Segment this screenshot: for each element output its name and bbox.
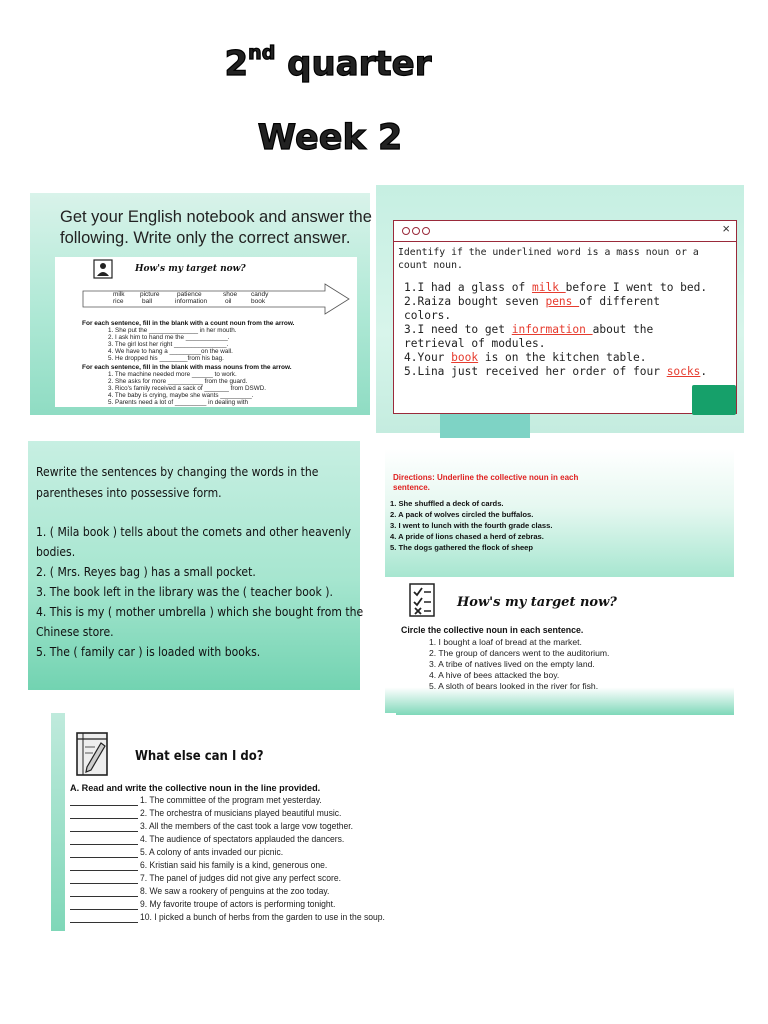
answer-line [70,896,138,897]
notebook-pencil-icon [75,731,109,777]
question-line: count noun. [398,260,463,271]
mass-item: 4. The baby is crying, maybe she wants _________. [108,392,254,399]
possessive-line: 5. The ( family car ) is loaded with books. [36,644,261,659]
window-titlebar [394,221,736,242]
answer-line [70,883,138,884]
answer-line [70,805,138,806]
sentence: 4. A pride of lions chased a herd of zebras. [390,532,544,541]
collective-noun-slide [385,449,734,715]
window-dot-icon [412,227,420,235]
question-item: 3.I need to get information about the [404,323,654,336]
mass-noun-instruction: For each sentence, fill in the blank with mass nouns from the arrow. [82,364,292,371]
page-title-week: Week 2 [257,118,403,158]
section-heading: What else can I do? [135,749,264,764]
notebook-instruction: Get your English notebook and answer the following. Write only the correct answer. [60,208,372,247]
mass-item: 5. Parents need a lot of _________ in dealing with [108,399,249,406]
worksheet-image [55,257,357,407]
answer-line [70,870,138,871]
possessive-line: bodies. [36,544,76,559]
mass-item: 2. She asks for more __________ from the guard. [108,378,248,385]
question-window [393,220,737,414]
circle-item: 3. A tribe of natives lived on the empty land. [429,659,595,669]
sentence: 2. A pack of wolves circled the buffalos. [390,510,534,519]
answer-line [70,818,138,819]
circle-item: 5. A sloth of bears looked in the river for fish. [429,681,599,691]
question-item: retrieval of modules. [404,337,546,350]
arrow-word: picture [140,291,160,298]
exercise-item: 7. The panel of judges did not give any perfect score. [140,873,341,883]
arrow-word: rice [113,298,124,305]
circle-exercise [385,577,734,715]
underline-exercise [385,449,734,577]
target-heading: How's my target now? [457,595,617,610]
arrow-word: book [251,298,266,305]
circle-instruction: Circle the collective noun in each sentence. [401,625,584,635]
exercise-item: 6. Kristian said his family is a kind, generous one. [140,860,328,870]
count-item: 2. I ask him to hand me the ____________. [108,334,230,341]
count-noun-instruction: For each sentence, fill in the blank with a count noun from the arrow. [82,320,295,327]
circle-item: 1. I bought a loaf of bread at the market. [429,637,582,647]
possessive-line: 3. The book left in the library was the ( teacher book ). [36,584,333,599]
mass-item: 3. Rico's family received a sack of _______ from DSWD. [108,385,266,392]
exercise-item: 4. The audience of spectators applauded the dancers. [140,834,345,844]
exercise-item: 2. The orchestra of musicians played beautiful music. [140,808,342,818]
question-item: 4.Your book is on the kitchen table. [404,351,647,364]
arrow-word: information [175,298,208,305]
answer-line [70,831,138,832]
green-button [692,385,736,415]
quarter-word: quarter [287,44,432,84]
question-item: colors. [404,309,452,322]
possessive-slide [28,441,364,690]
exercise-item: 10. I picked a bunch of herbs from the garden to use in the soup. [140,912,385,922]
arrow-word: ball [142,298,153,305]
mass-count-slide [376,185,744,433]
count-item: 4. We have to hang a _________on the wall. [108,348,233,355]
exercise-item: 1. The committee of the program met yesterday. [140,795,322,805]
possessive-line: Rewrite the sentences by changing the words in the [36,464,319,479]
possessive-line: parentheses into possessive form. [36,485,222,500]
quarter-suffix: nd [248,42,276,64]
collective-instruction: A. Read and write the collective noun in the line provided. [70,783,321,794]
mass-item: 1. The machine needed more ______ to work. [108,371,237,378]
quarter-number: 2 [224,44,249,84]
arrow-word: shoe [223,291,238,298]
count-noun-slide [30,193,370,415]
window-dot-icon [422,227,430,235]
answer-line [70,909,138,910]
arrow-word: patience [177,291,202,298]
count-item: 3. The girl lost her right _______________. [108,341,229,348]
target-person-icon [93,259,113,279]
count-item: 1. She put the ______________ in her mouth. [108,327,237,334]
question-item: 2.Raiza bought seven pens of different [404,295,660,308]
arrow-word: oil [225,298,232,305]
answer-line [70,922,138,923]
sentence: 3. I went to lunch with the fourth grade class. [390,521,553,530]
close-icon: × [722,221,730,236]
possessive-line: 4. This is my ( mother umbrella ) which she bought from the [36,604,364,619]
circle-item: 2. The group of dancers went to the auditorium. [429,648,610,658]
exercise-item: 5. A colony of ants invaded our picnic. [140,847,284,857]
target-heading: How's my target now? [135,264,246,274]
exercise-item: 9. My favorite troupe of actors is performing tonight. [140,899,336,909]
arrow-word: candy [251,291,269,298]
checklist-icon [409,583,435,617]
exercise-item: 8. We saw a rookery of penguins at the zoo today. [140,886,330,896]
what-else-slide [51,713,396,931]
answer-line [70,844,138,845]
window-dot-icon [402,227,410,235]
question-item: 5.Lina just received her order of four socks. [404,365,708,378]
exercise-item: 3. All the members of the cast took a large vow together. [140,821,353,831]
arrow-word: milk [113,291,125,298]
side-stripe [51,713,65,931]
page-title-quarter [0,44,656,84]
sentence: 5. The dogs gathered the flock of sheep [390,543,534,552]
possessive-line: 1. ( Mila book ) tells about the comets and other heavenly [36,524,352,539]
count-item: 5. He dropped his ________from his bag. [108,355,224,362]
directions: Directions: Underline the collective noun in each sentence. [393,473,579,492]
possessive-line: 2. ( Mrs. Reyes bag ) has a small pocket. [36,564,256,579]
answer-line [70,857,138,858]
circle-item: 4. A hive of bees attacked the boy. [429,670,560,680]
sentence: 1. She shuffled a deck of cards. [390,499,504,508]
question-line: Identify if the underlined word is a mass noun or a [398,247,699,258]
possessive-line: Chinese store. [36,624,114,639]
question-item: 1.I had a glass of milk before I went to bed. [404,281,708,294]
